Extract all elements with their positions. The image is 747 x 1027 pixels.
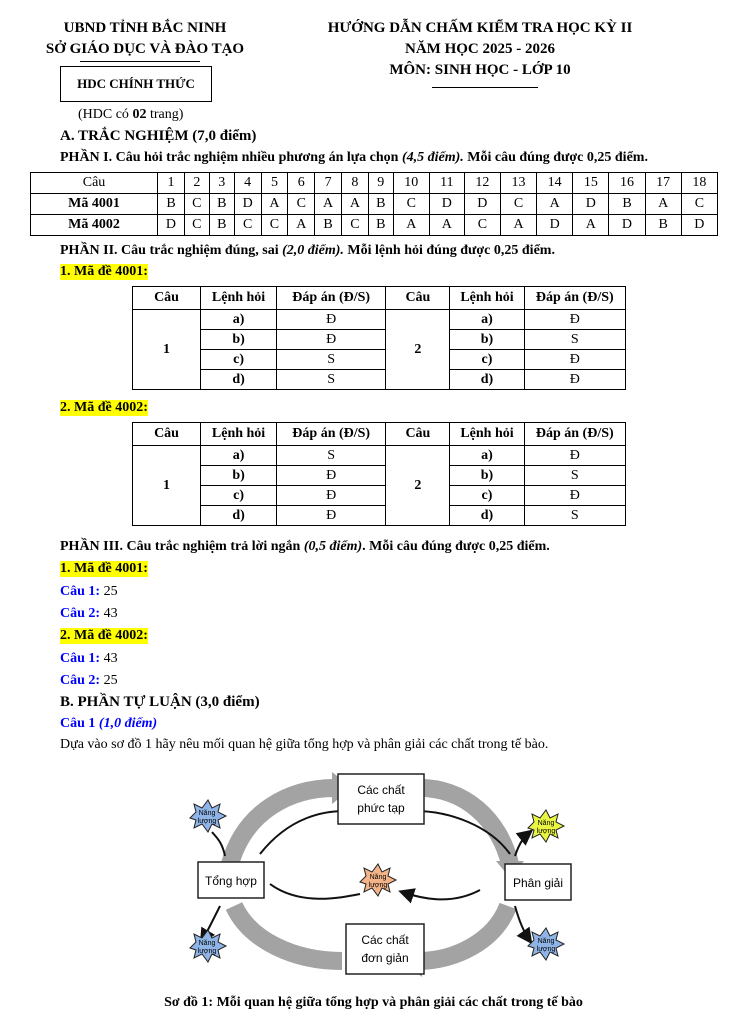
part2-table-4001: [132, 286, 626, 390]
answer-cell: A: [288, 215, 315, 236]
question-number-cell: 12: [464, 173, 500, 194]
energy-burst-top-left: [190, 800, 226, 832]
answer-cell: D: [681, 215, 717, 236]
energy-label-line-2: lượng: [536, 828, 556, 835]
answer-value: 25: [100, 584, 118, 599]
complex-substances-box: [338, 774, 424, 824]
energy-label-line-2: lượng: [368, 882, 388, 889]
question-number-cell: 3: [209, 173, 234, 194]
answer-label: Câu 1:: [60, 651, 101, 666]
energy-label-line-1: Năng: [198, 940, 216, 947]
table-row: [31, 194, 718, 215]
pages-note-prefix: (HDC có: [78, 107, 133, 122]
energy-label-line-1: Năng: [537, 938, 555, 945]
answer-label: Câu 2:: [60, 673, 101, 688]
answer-cell: D: [573, 194, 609, 215]
question-number-cell: 6: [288, 173, 315, 194]
sub-question-cell: c): [201, 486, 277, 506]
answer-value: 43: [100, 651, 118, 666]
sub-question-cell: c): [450, 350, 524, 370]
header-cell: Đáp án (Đ/S): [524, 287, 625, 310]
answer-cell: A: [573, 215, 609, 236]
energy-burst-top-right: [528, 810, 564, 842]
answer-cell: S: [524, 330, 625, 350]
header-cell: Câu: [386, 287, 450, 310]
question-cell: 2: [386, 310, 450, 390]
part3-code-4001-label: 1. Mã đề 4001:: [60, 561, 148, 576]
header-cell: Lệnh hỏi: [201, 423, 277, 446]
answer-cell: A: [315, 194, 342, 215]
sub-question-cell: a): [201, 446, 277, 466]
energy-burst-center: [360, 864, 396, 896]
sub-question-cell: a): [450, 446, 524, 466]
table-row: [133, 486, 626, 506]
diagram-caption: Sơ đồ 1: Mỗi quan hệ giữa tổng hợp và phân giải các chất trong tế bào: [164, 995, 583, 1010]
issuer-line-1: UBND TỈNH BẮC NINH: [63, 20, 227, 36]
answer-cell: C: [500, 194, 536, 215]
answer-cell: S: [524, 506, 625, 526]
sub-question-cell: d): [450, 370, 524, 390]
pages-note: [78, 107, 183, 123]
subject-underline: [432, 87, 538, 88]
exam-code-cell: Mã 4002: [31, 215, 158, 236]
table-header-row: [133, 287, 626, 310]
answer-cell: D: [464, 194, 500, 215]
question-number-cell: 16: [609, 173, 645, 194]
part3-heading: [60, 539, 550, 555]
part2-heading: [60, 243, 555, 259]
part3-title: PHẦN III. Câu trắc nghiệm trả lời ngắn: [60, 539, 304, 554]
arrow-synthesis-up: [230, 788, 335, 864]
question-number-cell: 1: [158, 173, 185, 194]
question-cell: 1: [133, 310, 201, 390]
answer-cell: A: [429, 215, 464, 236]
part1-points: (4,5 điểm).: [401, 150, 464, 165]
header-cell: Lệnh hỏi: [201, 287, 277, 310]
complex-line-1: Các chất: [357, 783, 405, 797]
decomposition-label: Phân giải: [512, 876, 564, 890]
doc-title-block: [290, 18, 670, 81]
answer-cell: Đ: [524, 310, 625, 330]
question-number-cell: 13: [500, 173, 536, 194]
answer-cell: Đ: [524, 370, 625, 390]
energy-label-line-1: Năng: [369, 874, 387, 881]
section-b-title: B. PHẦN TỰ LUẬN (3,0 điểm): [60, 694, 260, 710]
arrow-decomp-lower: [418, 906, 508, 961]
question-number-cell: 2: [184, 173, 209, 194]
answer-cell: B: [368, 194, 393, 215]
answer-cell: Đ: [524, 446, 625, 466]
answer-cell: Đ: [524, 486, 625, 506]
arc-from-energy-tl: [212, 832, 225, 856]
table-row: [31, 215, 718, 236]
energy-label-line-2: lượng: [197, 818, 217, 825]
question-number-cell: 14: [537, 173, 573, 194]
sub-question-cell: c): [201, 350, 277, 370]
header-cell: Lệnh hỏi: [450, 287, 524, 310]
doc-title: HƯỚNG DẪN CHẤM KIỂM TRA HỌC KỲ II: [327, 20, 633, 36]
answer-cell: A: [261, 194, 288, 215]
answer-cell: C: [184, 194, 209, 215]
header-cell: Câu: [133, 287, 201, 310]
pages-count: 02: [132, 107, 147, 122]
answer-cell: D: [537, 215, 573, 236]
sub-question-cell: d): [201, 506, 277, 526]
sub-question-cell: c): [450, 486, 524, 506]
question-number-cell: 17: [645, 173, 681, 194]
header-cell: Đáp án (Đ/S): [524, 423, 625, 446]
sub-question-cell: b): [450, 330, 524, 350]
energy-label-line-2: lượng: [536, 946, 556, 953]
header-cell: Câu: [31, 173, 158, 194]
answer-cell: D: [429, 194, 464, 215]
answer-cell: Đ: [277, 466, 386, 486]
sub-question-cell: d): [201, 370, 277, 390]
answer-cell: Đ: [524, 350, 625, 370]
answer-cell: A: [341, 194, 368, 215]
arrow-synthesis-lower: [234, 906, 342, 961]
table-row: [133, 446, 626, 466]
table-row: [133, 370, 626, 390]
inner-arc-energy-out: [402, 890, 480, 899]
answer-cell: B: [609, 194, 645, 215]
part3-4001-q2: [60, 606, 118, 622]
sub-question-cell: b): [201, 330, 277, 350]
issuer-line-2: SỞ GIÁO DỤC VÀ ĐÀO TẠO: [45, 41, 245, 57]
answer-cell: Đ: [277, 486, 386, 506]
table-row: [133, 466, 626, 486]
header-cell: Lệnh hỏi: [450, 423, 524, 446]
answer-cell: B: [209, 194, 234, 215]
question-number-cell: 8: [341, 173, 368, 194]
answer-cell: A: [393, 215, 429, 236]
question-number-cell: 5: [261, 173, 288, 194]
table-row: [133, 350, 626, 370]
answer-value: 25: [100, 673, 118, 688]
energy-label-line-2: lượng: [197, 948, 217, 955]
answer-cell: Đ: [277, 330, 386, 350]
answer-cell: Đ: [277, 310, 386, 330]
simple-line-1: Các chất: [361, 933, 409, 947]
simple-line-2: đơn giản: [361, 951, 409, 965]
issuer-block: [30, 18, 260, 60]
synthesis-label: Tổng hợp: [205, 874, 257, 888]
part1-heading: [60, 150, 648, 166]
official-badge: [60, 66, 212, 102]
table-row: [133, 310, 626, 330]
question-number-cell: 7: [315, 173, 342, 194]
answer-cell: C: [681, 194, 717, 215]
section-a-title: A. TRẮC NGHIỆM (7,0 điểm): [60, 128, 257, 144]
answer-cell: D: [609, 215, 645, 236]
answer-cell: A: [500, 215, 536, 236]
question-number-cell: 4: [234, 173, 261, 194]
energy-label-line-1: Năng: [537, 820, 555, 827]
answer-cell: C: [184, 215, 209, 236]
inner-arc-energy-in: [270, 884, 360, 899]
answer-cell: B: [209, 215, 234, 236]
answer-cell: Đ: [277, 506, 386, 526]
answer-cell: A: [645, 194, 681, 215]
part3-4002-q1: [60, 651, 118, 667]
answer-cell: B: [645, 215, 681, 236]
answer-cell: D: [234, 194, 261, 215]
part3-4001-q1: [60, 584, 118, 600]
part2-code-4002-label: 2. Mã đề 4002:: [60, 400, 148, 415]
essay-q1-label: Câu 1: [60, 716, 99, 731]
part2-points: (2,0 điểm).: [282, 243, 344, 258]
answer-cell: B: [158, 194, 185, 215]
answer-cell: C: [288, 194, 315, 215]
answer-value: 43: [100, 606, 118, 621]
header-cell: Đáp án (Đ/S): [277, 423, 386, 446]
sub-question-cell: a): [450, 310, 524, 330]
part3-code-4002-label: 2. Mã đề 4002:: [60, 628, 148, 643]
question-cell: 1: [133, 446, 201, 526]
essay-q1-points: (1,0 điểm): [98, 716, 158, 731]
sub-question-cell: b): [201, 466, 277, 486]
answer-cell: S: [277, 350, 386, 370]
part1-title: PHẦN I. Câu hỏi trắc nghiệm nhiều phương án lựa chọn: [60, 150, 402, 165]
subject: MÔN: SINH HỌC - LỚP 10: [389, 62, 571, 78]
part2-table-4002: [132, 422, 626, 526]
answer-label: Câu 2:: [60, 606, 101, 621]
energy-burst-bottom-right: [528, 928, 564, 960]
part3-4002-q2: [60, 673, 118, 689]
energy-label-line-1: Năng: [198, 810, 216, 817]
synthesis-box: [198, 862, 264, 898]
arc-to-energy-br: [515, 906, 530, 941]
question-number-cell: 9: [368, 173, 393, 194]
answer-cell: C: [341, 215, 368, 236]
answer-cell: A: [537, 194, 573, 215]
answer-cell: D: [158, 215, 185, 236]
answer-cell: B: [315, 215, 342, 236]
answer-cell: C: [234, 215, 261, 236]
answer-cell: C: [393, 194, 429, 215]
header-cell: Câu: [386, 423, 450, 446]
part3-points: (0,5 điểm): [303, 539, 363, 554]
part1-answer-table: [30, 172, 718, 236]
table-header-row: [133, 423, 626, 446]
pages-note-suffix: trang): [146, 107, 184, 122]
question-number-cell: 10: [393, 173, 429, 194]
sub-question-cell: d): [450, 506, 524, 526]
answer-label: Câu 1:: [60, 584, 101, 599]
arrow-decomp-down: [415, 788, 510, 864]
table-header-row: [31, 173, 718, 194]
arc-to-energy-tr: [515, 832, 530, 856]
answer-cell: B: [368, 215, 393, 236]
official-label: HDC CHÍNH THỨC: [77, 76, 195, 91]
energy-burst-bottom-left: [190, 930, 226, 962]
answer-cell: C: [261, 215, 288, 236]
answer-cell: S: [277, 370, 386, 390]
table-row: [133, 506, 626, 526]
table-row: [133, 330, 626, 350]
part3-rule: . Mỗi câu đúng được 0,25 điểm.: [362, 539, 550, 554]
header-cell: Đáp án (Đ/S): [277, 287, 386, 310]
header-cell: Câu: [133, 423, 201, 446]
question-number-cell: 15: [573, 173, 609, 194]
answer-cell: S: [524, 466, 625, 486]
part2-title: PHẦN II. Câu trắc nghiệm đúng, sai: [60, 243, 283, 258]
decomposition-box: [505, 864, 571, 900]
answer-cell: S: [277, 446, 386, 466]
question-number-cell: 18: [681, 173, 717, 194]
answer-cell: C: [464, 215, 500, 236]
part2-rule: Mỗi lệnh hỏi đúng được 0,25 điểm.: [343, 243, 555, 258]
part2-code-4001-label: 1. Mã đề 4001:: [60, 264, 148, 279]
question-number-cell: 11: [429, 173, 464, 194]
issuer-underline: [80, 61, 200, 62]
part1-rule: Mỗi câu đúng được 0,25 điểm.: [463, 150, 648, 165]
complex-line-2: phức tạp: [357, 801, 405, 815]
essay-q1-heading: [60, 716, 157, 732]
school-year: NĂM HỌC 2025 - 2026: [405, 41, 555, 57]
exam-code-cell: Mã 4001: [31, 194, 158, 215]
inner-arc-top-left: [260, 811, 345, 854]
sub-question-cell: a): [201, 310, 277, 330]
question-cell: 2: [386, 446, 450, 526]
metabolism-diagram: [150, 766, 600, 986]
simple-substances-box: [346, 924, 424, 974]
sub-question-cell: b): [450, 466, 524, 486]
essay-q1-text: Dựa vào sơ đồ 1 hãy nêu mối quan hệ giữa tổng hợp và phân giải các chất trong tế bào.: [60, 737, 549, 752]
